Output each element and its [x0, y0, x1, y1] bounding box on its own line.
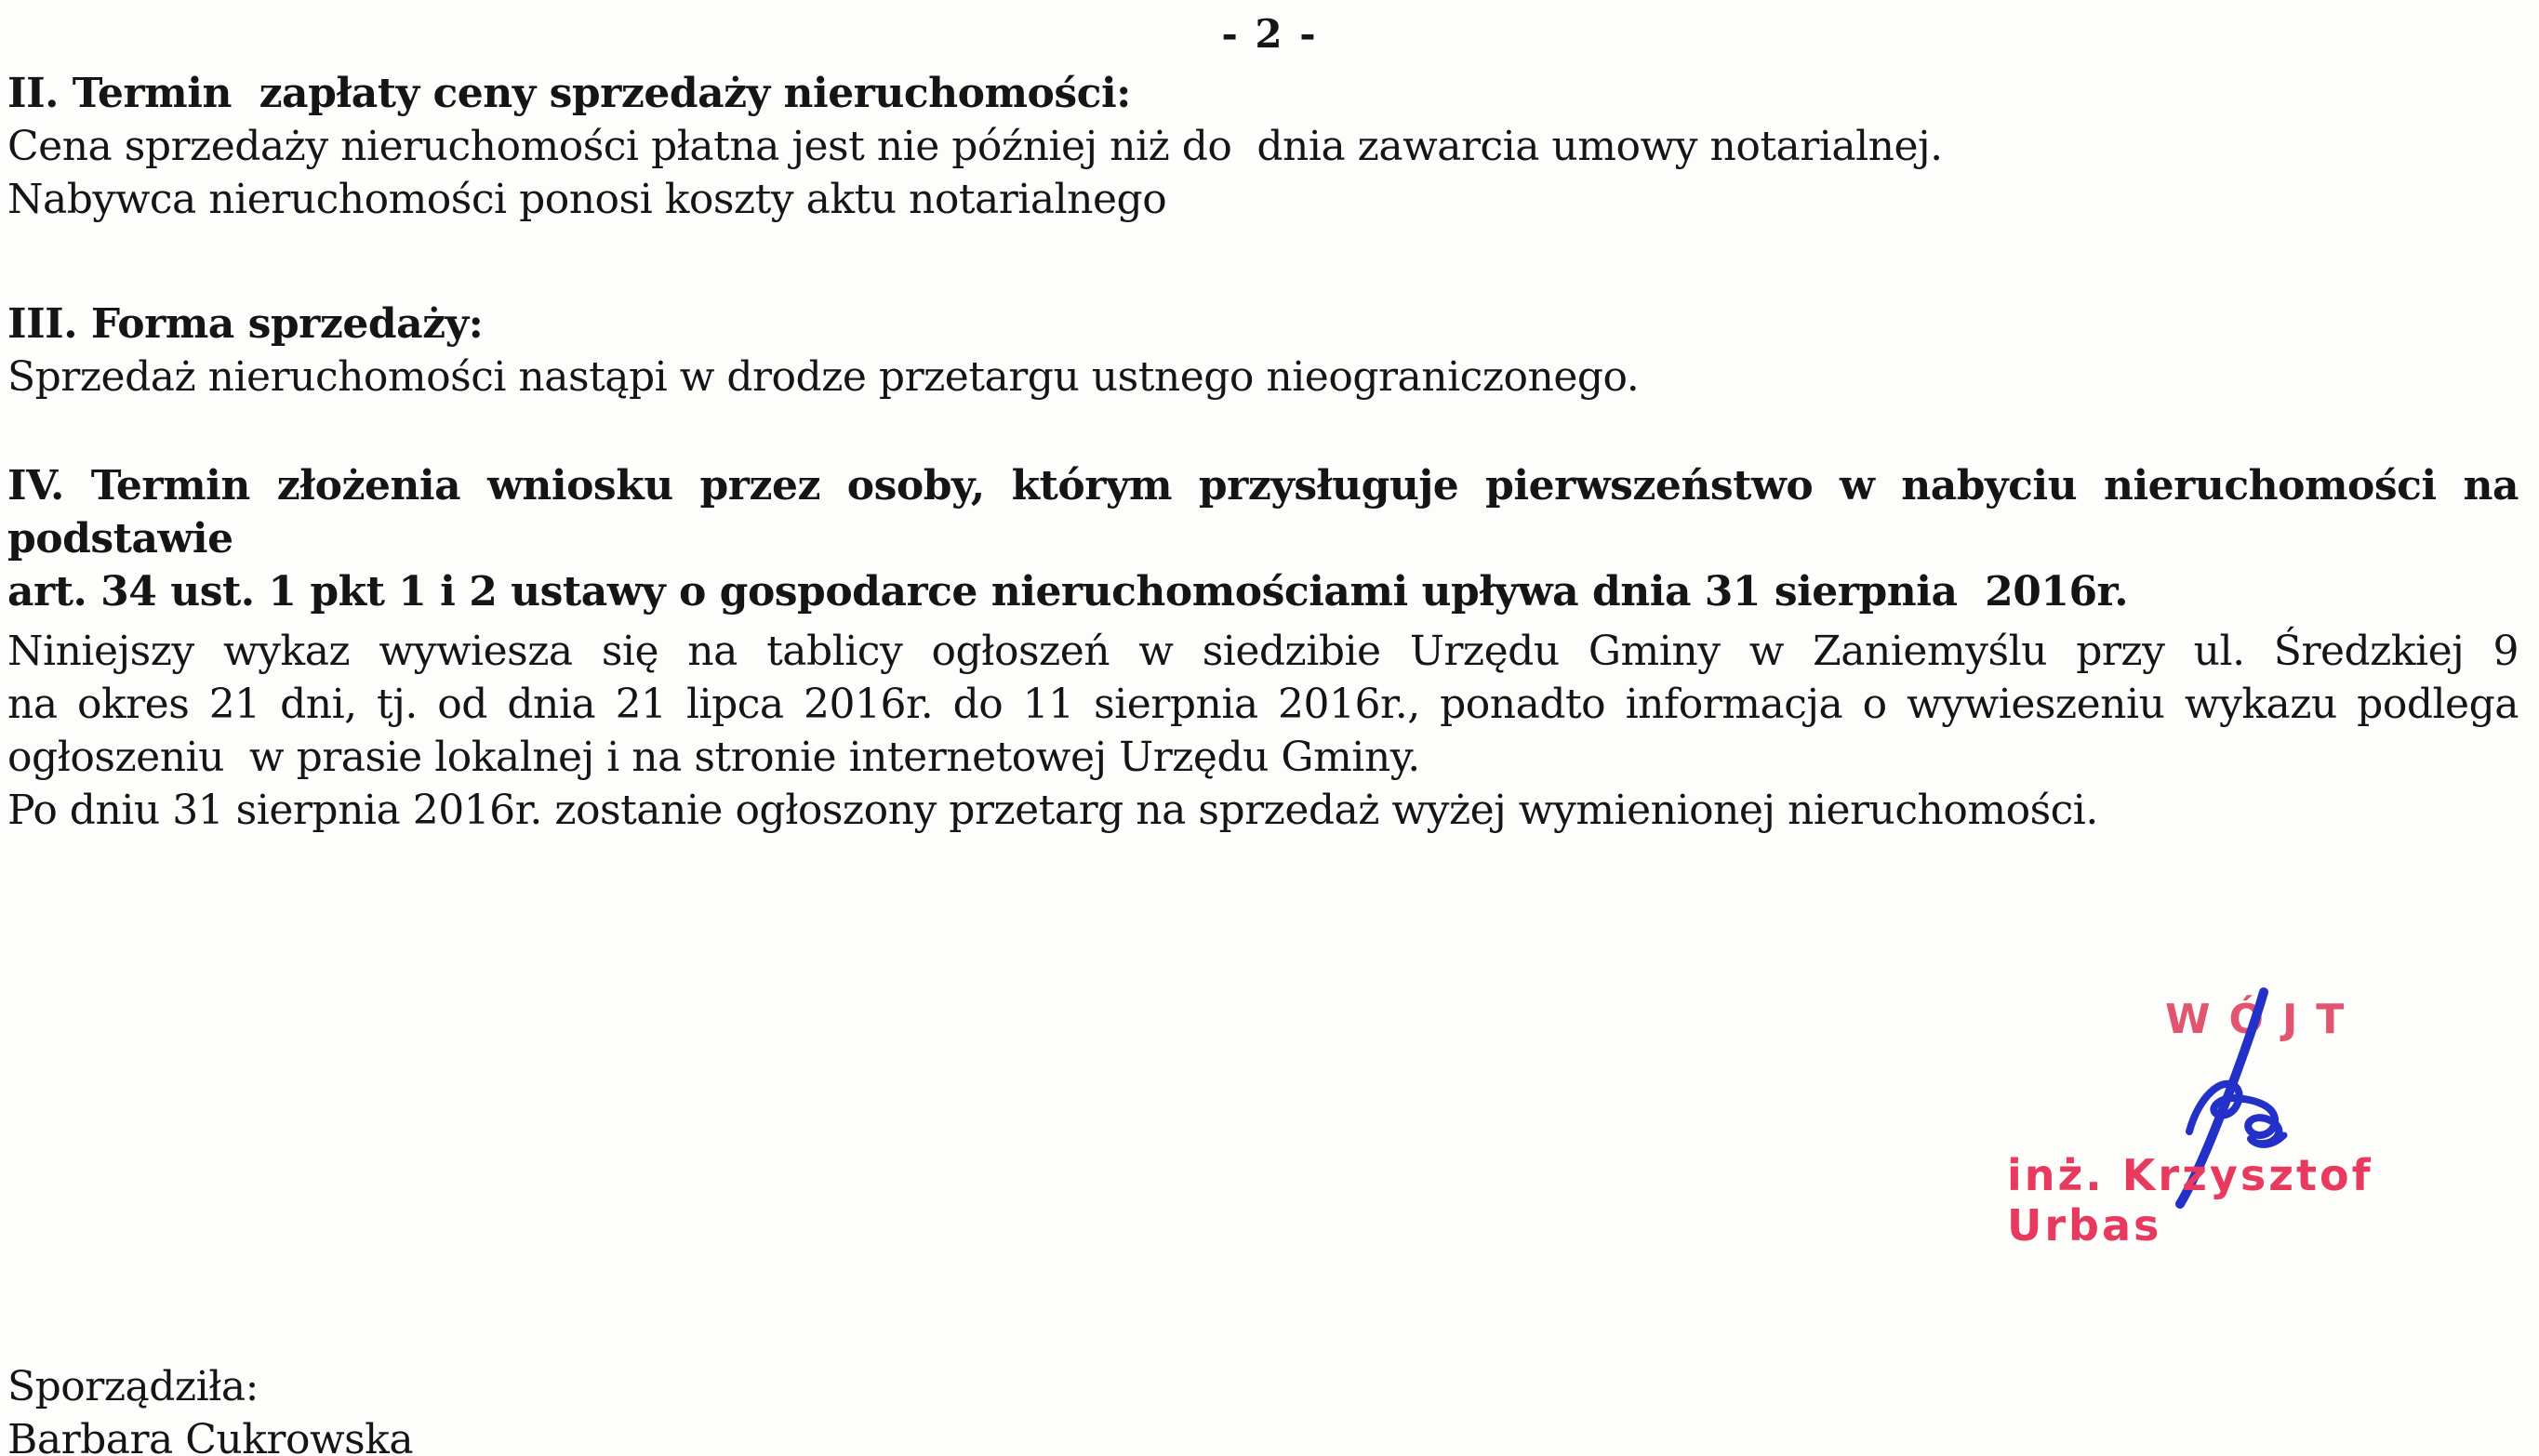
section-heading: II. Termin zapłaty ceny sprzedaży nieruchomości: — [7, 70, 1131, 117]
stamp-name-text: inż. Krzysztof Urbas — [2007, 1150, 2373, 1251]
body-line: Cena sprzedaży nieruchomości płatna jest nie później niż do dnia zawarcia umowy notarialnej. — [7, 123, 1943, 170]
prepared-by-name: Barbara Cukrowska — [7, 1416, 414, 1456]
stamp-title-wojt: WÓJT — [2165, 996, 2363, 1043]
body-line: Po dniu 31 sierpnia 2016r. zostanie ogłoszony przetarg na sprzedaż wyżej wymienionej nieruchomości. — [7, 787, 2098, 834]
official-stamp — [1990, 981, 2539, 1260]
section-heading-line: art. 34 ust. 1 pkt 1 i 2 ustawy o gospodarce nieruchomościami upływa dnia 31 sierpnia 2016r. — [7, 568, 2129, 615]
section-priority-deadline — [7, 459, 2519, 618]
prepared-by-block — [7, 1360, 2519, 1456]
body-line: na okres 21 dni, tj. od dnia 21 lipca 2016r. do 11 sierpnia 2016r., ponadto informacja o wywieszeniu wykazu podlega — [7, 681, 2519, 728]
section-payment-terms — [7, 67, 2519, 226]
page-number: - 2 - — [1221, 11, 1318, 57]
body-line: ogłoszeniu w prasie lokalnej i na stronie internetowej Urzędu Gminy. — [7, 734, 1420, 781]
section-heading: III. Forma sprzedaży: — [7, 300, 484, 348]
body-line: Sprzedaż nieruchomości nastąpi w drodze przetargu ustnego nieograniczonego. — [7, 353, 1640, 401]
prepared-by-label: Sporządziła: — [7, 1363, 259, 1410]
body-line: Niniejszy wykaz wywiesza się na tablicy ogłoszeń w siedzibie Urzędu Gminy w Zaniemyślu przy ul. Średzkiej 9 — [7, 628, 2519, 675]
body-line: Nabywca nieruchomości ponosi koszty aktu notarialnego — [7, 176, 1167, 223]
section-sale-form — [7, 298, 2519, 404]
notice-paragraph — [7, 625, 2519, 837]
section-heading-line: IV. Termin złożenia wniosku przez osoby, którym przysługuje pierwszeństwo w nabyciu nieruchomości na podstawie — [7, 462, 2519, 563]
